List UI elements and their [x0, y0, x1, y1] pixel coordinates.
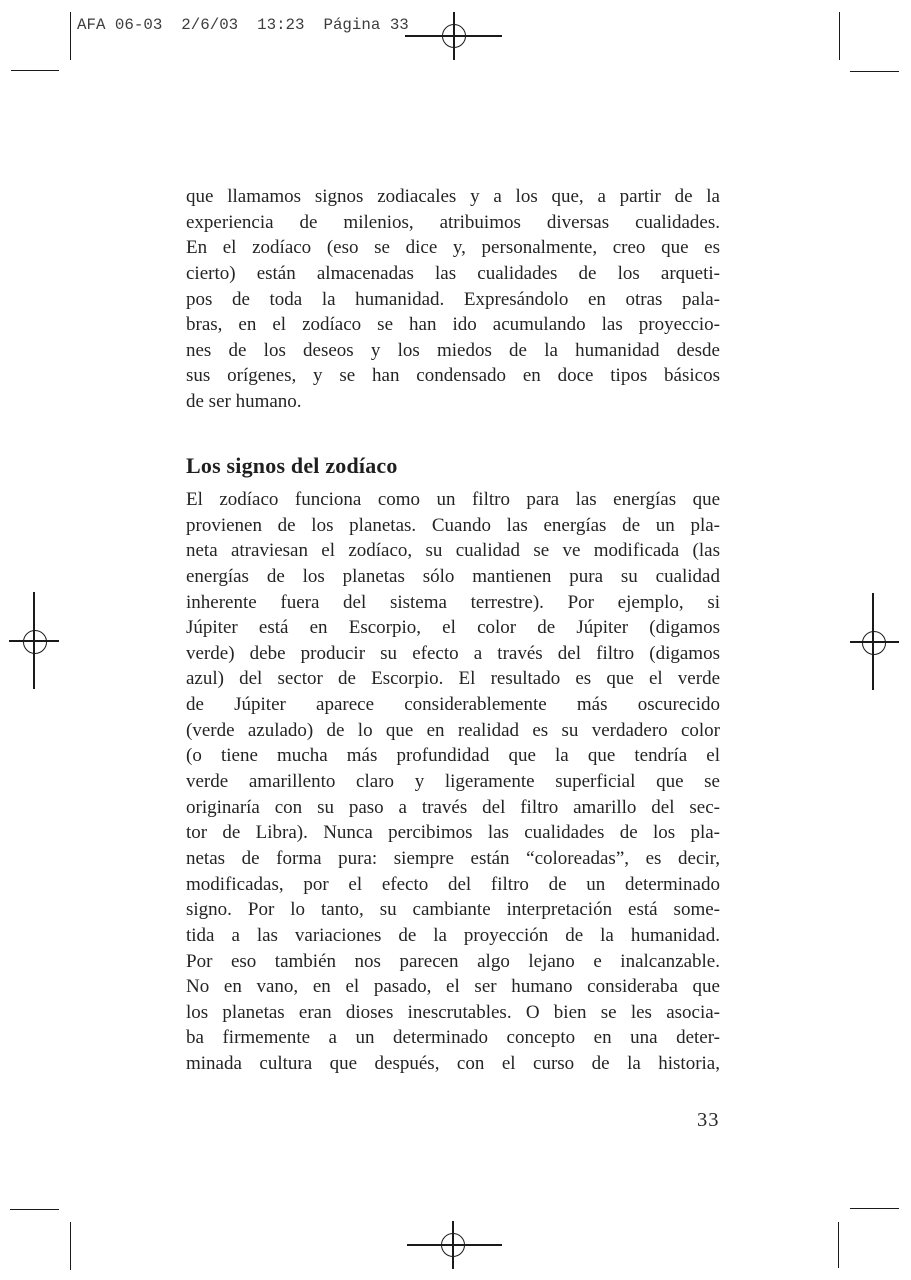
text-line: En el zodíaco (eso se dice y, personalmente, creo que es [186, 237, 720, 259]
text-line: tor de Libra). Nunca percibimos las cualidades de los pla- [186, 822, 720, 844]
intro-paragraph [186, 184, 720, 415]
reg-circle [23, 630, 47, 654]
registration-mark-right-icon [850, 593, 899, 690]
crop-mark-top-right-vertical [839, 12, 841, 60]
crop-mark-bottom-left-vertical [70, 1222, 72, 1270]
text-line: (o tiene mucha más profundidad que la que tendría el [186, 745, 720, 767]
section-heading: Los signos del zodíaco [186, 453, 398, 478]
text-line: inherente fuera del sistema terrestre). Por ejemplo, si [186, 591, 720, 613]
registration-mark-bottom-icon [407, 1221, 502, 1269]
text-line: pos de toda la humanidad. Expresándolo en otras pala- [186, 288, 720, 310]
crop-mark-bottom-right-vertical [838, 1222, 840, 1268]
text-line: Por eso también nos parecen algo lejano e inalcanzable. [186, 950, 720, 972]
text-line: El zodíaco funciona como un filtro para las energías que [186, 489, 720, 510]
crop-mark-top-left-vertical [70, 12, 72, 60]
reg-circle [442, 24, 466, 48]
reg-circle [862, 631, 886, 655]
text-line: azul) del sector de Escorpio. El resultado es que el verde [186, 668, 720, 690]
text-line: minada cultura que después, con el curso de la historia, [186, 1053, 720, 1075]
crop-mark-top-left-horizontal [11, 70, 59, 72]
text-line: los planetas eran dioses inescrutables. O bien se les asocia- [186, 1001, 720, 1023]
text-line: No en vano, en el pasado, el ser humano consideraba que [186, 976, 720, 998]
print-slug-header: AFA 06-03 2/6/03 13:23 Página 33 [77, 16, 409, 34]
text-line: experiencia de milenios, atribuimos diversas cualidades. [186, 211, 720, 233]
text-line: bras, en el zodíaco se han ido acumulando las proyeccio- [186, 314, 720, 336]
text-line: energías de los planetas sólo mantienen pura su cualidad [186, 565, 720, 587]
text-line: cierto) están almacenadas las cualidades de los arqueti- [186, 262, 720, 284]
text-line: netas de forma pura: siempre están “coloreadas”, es decir, [186, 847, 720, 869]
text-line: nes de los deseos y los miedos de la humanidad desde [186, 339, 720, 361]
text-line: tida a las variaciones de la proyección de la humanidad. [186, 924, 720, 946]
text-line: ba firmemente a un determinado concepto en una deter- [186, 1027, 720, 1049]
text-line: verde amarillento claro y ligeramente superficial que se [186, 771, 720, 793]
crop-mark-bottom-right-horizontal [850, 1208, 899, 1210]
text-line: de ser humano. [186, 391, 302, 413]
reg-circle [441, 1233, 465, 1257]
crop-mark-bottom-left-horizontal [10, 1209, 59, 1211]
text-line: Júpiter está en Escorpio, el color de Júpiter (digamos [186, 617, 720, 639]
text-line: (verde azulado) de lo que en realidad es su verdadero color [186, 719, 720, 741]
text-line: sus orígenes, y se han condensado en doce tipos básicos [186, 365, 720, 387]
text-line: originaría con su paso a través del filtro amarillo del sec- [186, 796, 720, 818]
text-line: de Júpiter aparece considerablemente más oscurecido [186, 694, 720, 716]
page-number: 33 [697, 1109, 720, 1131]
registration-mark-top-icon [405, 12, 502, 60]
section-paragraph [186, 487, 720, 1077]
crop-mark-top-right-horizontal [850, 71, 899, 73]
text-line: que llamamos signos zodiacales y a los que, a partir de la [186, 186, 720, 207]
text-line: modificadas, por el efecto del filtro de un determinado [186, 873, 720, 895]
text-line: provienen de los planetas. Cuando las energías de un pla- [186, 514, 720, 536]
text-line: signo. Por lo tanto, su cambiante interpretación está some- [186, 899, 720, 921]
text-line: verde) debe producir su efecto a través del filtro (digamos [186, 642, 720, 664]
registration-mark-left-icon [9, 592, 59, 689]
text-line: neta atraviesan el zodíaco, su cualidad se ve modificada (las [186, 540, 720, 562]
